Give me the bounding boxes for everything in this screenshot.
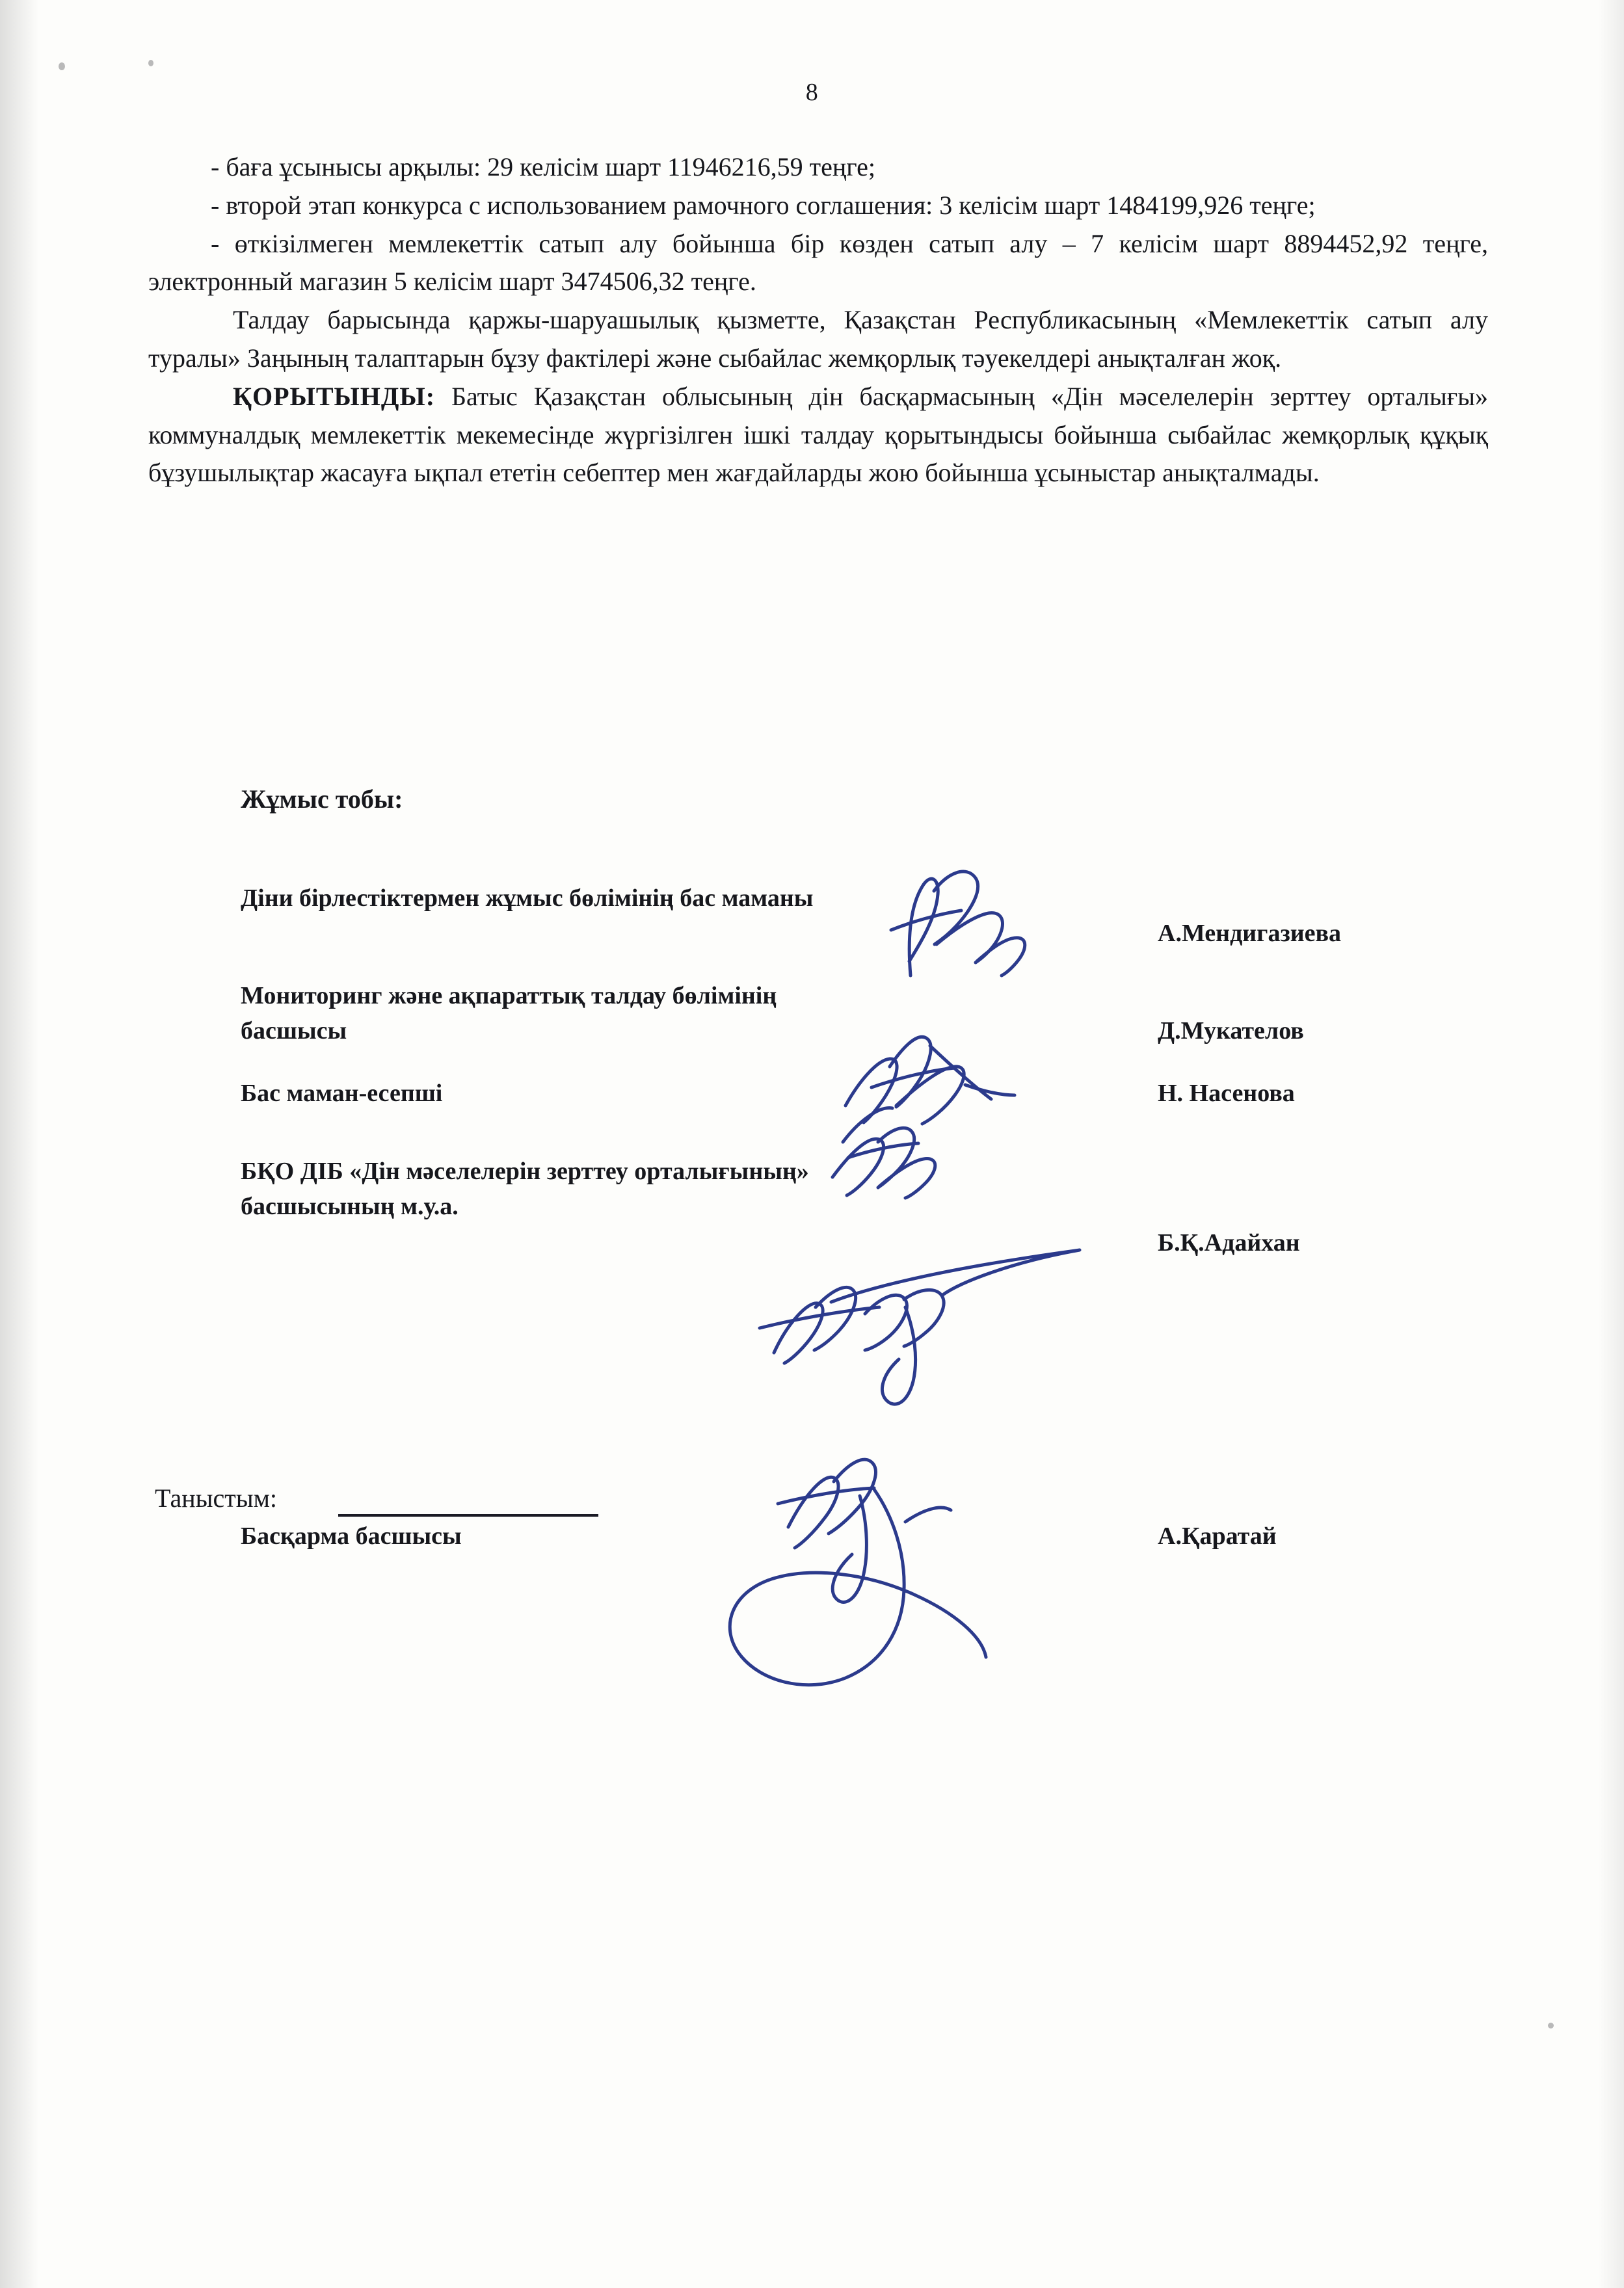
paragraph-bid-offer: - баға ұсынысы арқылы: 29 келісім шарт 11946216,59 теңге;	[211, 152, 875, 181]
signature-ink-5	[730, 1459, 986, 1685]
paragraph-single-source: - өткізілмеген мемлекеттік сатып алу бойынша бір көзден сатып алу – 7 келісім шарт 8894452,92 теңге, электронный магазин 5 келісім шарт 3474506,32 теңге.	[148, 228, 1488, 297]
document-body	[148, 148, 1488, 492]
acknowledgement-signature-line	[338, 1514, 598, 1517]
signature-name: А.Мендигазиева	[1158, 920, 1341, 947]
signature-name: Д.Мукателов	[1158, 1017, 1304, 1044]
signature-row	[241, 881, 1457, 979]
scan-speck	[59, 62, 65, 70]
signature-role: БҚО ДІБ «Дін мәселелерін зерттеу орталығының» басшысының м.у.а.	[241, 1158, 809, 1220]
scan-speck	[148, 60, 153, 66]
conclusion-text: Батыс Қазақстан облысының дін басқармасының «Дін мәселелерін зерттеу орталығы» коммуналдық мемлекеттік мекемесінде жүргізілген ішкі талдау қорытындысы бойынша сыбайлас жемқорлық құқық бұзушылықтар жасауға ықпал ететін себептер мен жағдайларды жою бойынша ұсыныстар анықталмады.	[148, 381, 1488, 488]
signature-row	[241, 979, 1457, 1076]
page-number: 8	[805, 79, 819, 106]
acknowledgement-label: Таныстым:	[155, 1483, 278, 1513]
paragraph-second-stage: - второй этап конкурса с использованием рамочного соглашения: 3 келісім шарт 1484199,926 теңге;	[211, 190, 1316, 220]
signature-role: Бас маман-есепші	[241, 1080, 443, 1107]
signature-row	[241, 1076, 1457, 1154]
scan-speck	[1548, 2023, 1554, 2029]
paragraph-analysis-result: Талдау барысында қаржы-шаруашылық қызметте, Қазақстан Республикасының «Мемлекеттік сатып алу туралы» Заңының талаптарын бұзу фактілері және сыбайлас жемқорлық тәуекелдері анықталған жоқ.	[148, 305, 1488, 373]
workgroup-title: Жұмыс тобы:	[241, 784, 403, 814]
signature-name: Б.Қ.Адайхан	[1158, 1229, 1300, 1257]
paragraph-conclusion	[148, 378, 1488, 492]
conclusion-heading: ҚОРЫТЫНДЫ:	[233, 381, 436, 411]
signature-name: Н. Насенова	[1158, 1080, 1295, 1107]
signature-row	[241, 1154, 1457, 1284]
acknowledgement-name: А.Қаратай	[1158, 1523, 1277, 1550]
signature-block	[241, 881, 1457, 1284]
acknowledgement-role: Басқарма басшысы	[241, 1523, 462, 1550]
signature-role: Мониторинг және ақпараттық талдау бөлімінің басшысы	[241, 982, 777, 1044]
signature-role: Діни бірлестіктермен жұмыс бөлімінің бас маманы	[241, 885, 814, 912]
